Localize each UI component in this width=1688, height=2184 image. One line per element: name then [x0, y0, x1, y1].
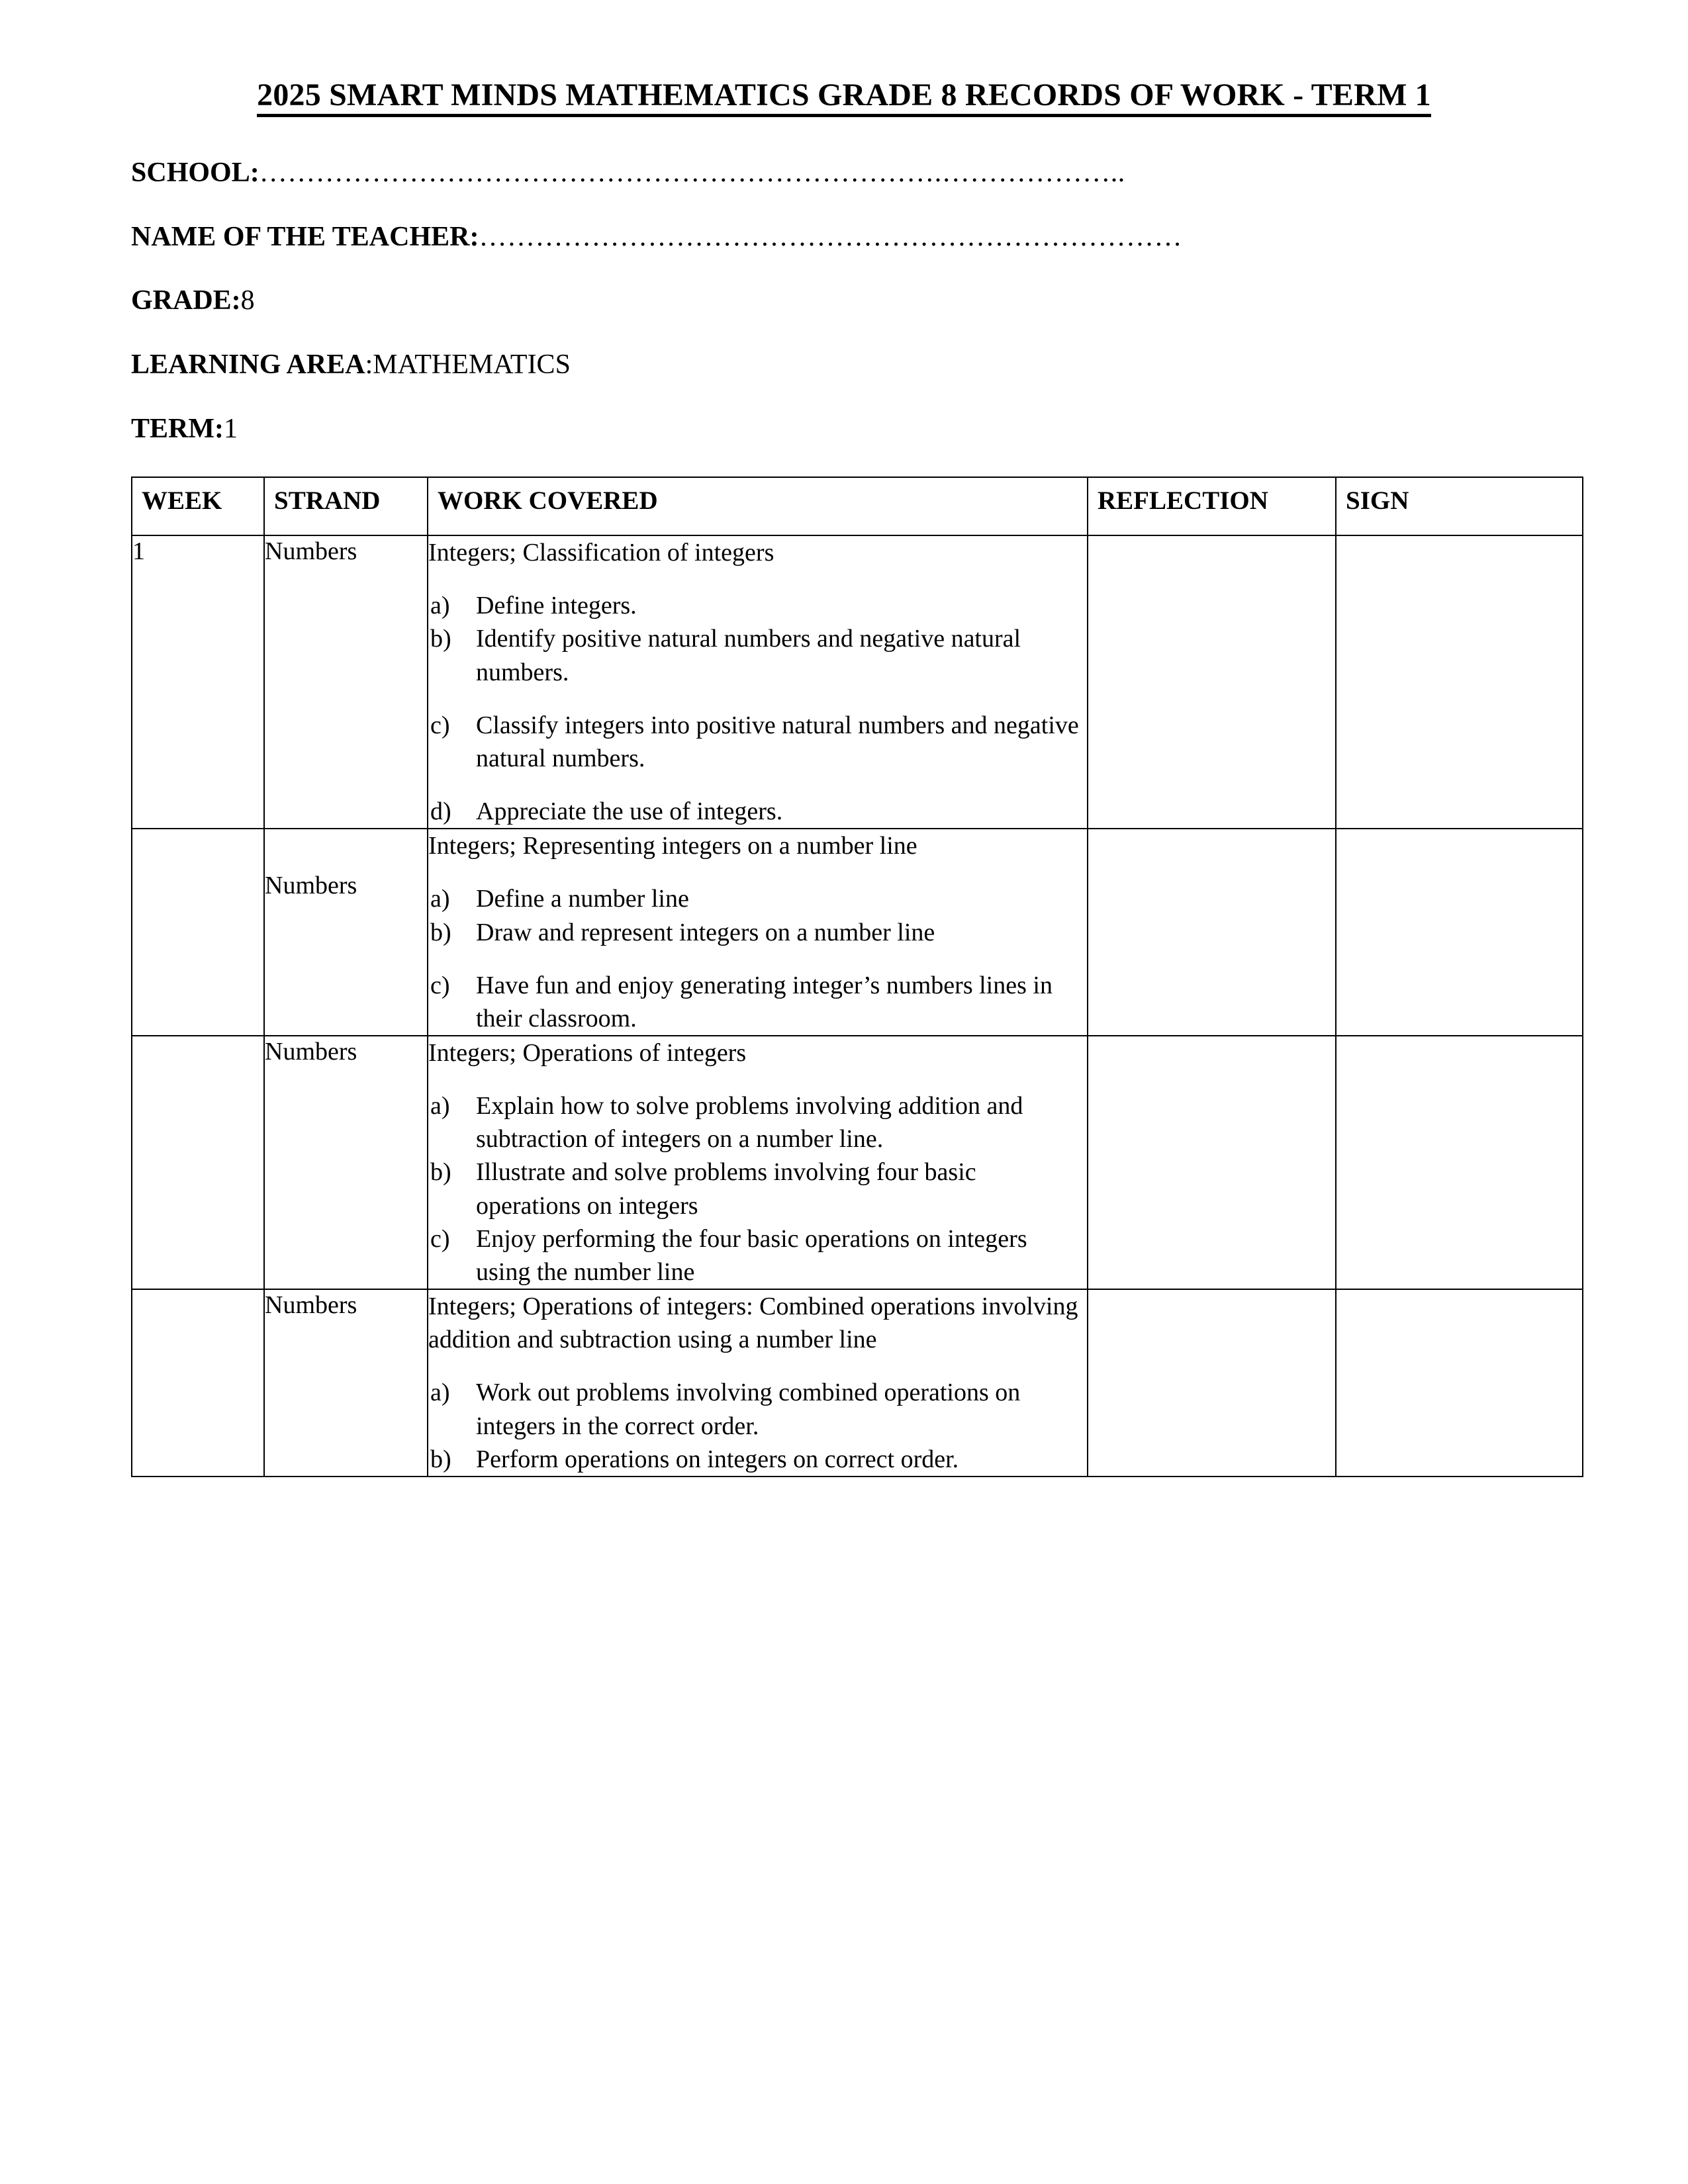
column-header-reflection: REFLECTION	[1088, 477, 1336, 535]
list-item: Perform operations on integers on correct order.	[476, 1445, 959, 1473]
list-item: Work out problems involving combined operations on integers in the correct order.	[476, 1379, 1021, 1440]
field-term-label: TERM:	[131, 413, 224, 444]
cell-reflection[interactable]	[1088, 829, 1336, 1036]
field-school-label: SCHOOL:	[131, 158, 259, 189]
table-row	[132, 535, 1583, 829]
list-item: Classify integers into positive natural numbers and negative natural numbers.	[476, 711, 1079, 772]
cell-week	[132, 829, 264, 1036]
list-item: Identify positive natural numbers and negative natural numbers.	[476, 625, 1021, 686]
field-learning-area-separator: :	[365, 349, 373, 381]
field-learning-area-label: LEARNING AREA	[131, 349, 365, 381]
column-header-strand: STRAND	[264, 477, 428, 535]
cell-reflection[interactable]	[1088, 535, 1336, 829]
work-heading: Integers; Operations of integers: Combined operations involving addition and subtraction using a number line	[428, 1293, 1078, 1354]
column-header-sign: SIGN	[1336, 477, 1583, 535]
table-body	[132, 535, 1583, 1477]
list-item: Explain how to solve problems involving addition and subtraction of integers on a number line.	[476, 1092, 1023, 1154]
cell-sign[interactable]	[1336, 1289, 1583, 1477]
cell-work-covered	[428, 829, 1088, 1036]
work-heading: Integers; Representing integers on a number line	[428, 832, 917, 860]
cell-work-covered	[428, 1036, 1088, 1289]
work-objectives-list	[428, 1376, 1087, 1475]
cell-work-covered	[428, 535, 1088, 829]
work-heading: Integers; Classification of integers	[428, 539, 774, 567]
cell-sign[interactable]	[1336, 829, 1583, 1036]
field-teacher-dots: …………………………………………………………………	[479, 221, 1182, 252]
list-item: Have fun and enjoy generating integer’s numbers lines in their classroom.	[476, 971, 1053, 1032]
cell-week	[132, 1289, 264, 1477]
field-learning-area-value: MATHEMATICS	[373, 349, 571, 381]
list-item: Enjoy performing the four basic operations on integers using the number line	[476, 1224, 1027, 1286]
cell-strand: Numbers	[264, 535, 428, 829]
field-grade-label: GRADE:	[131, 285, 241, 316]
records-of-work-table	[131, 477, 1583, 1477]
field-grade-value: 8	[240, 285, 255, 316]
work-objectives-list	[428, 1089, 1087, 1289]
cell-week	[132, 1036, 264, 1289]
work-heading: Integers; Operations of integers	[428, 1039, 747, 1067]
cell-reflection[interactable]	[1088, 1036, 1336, 1289]
table-row	[132, 1289, 1583, 1477]
table-header-row	[132, 477, 1583, 535]
cell-strand: Numbers	[264, 1289, 428, 1477]
field-term-value: 1	[224, 413, 238, 444]
column-header-week: WEEK	[132, 477, 264, 535]
list-item: Illustrate and solve problems involving four basic operations on integers	[476, 1158, 976, 1220]
cell-reflection[interactable]	[1088, 1289, 1336, 1477]
cell-sign[interactable]	[1336, 1036, 1583, 1289]
field-teacher	[131, 221, 1582, 254]
table-row	[132, 829, 1583, 1036]
list-item: Draw and represent integers on a number line	[476, 918, 935, 946]
field-teacher-label: NAME OF THE TEACHER:	[131, 221, 479, 252]
work-objectives-list	[428, 882, 1087, 1035]
column-header-work-covered: WORK COVERED	[428, 477, 1088, 535]
cell-strand: Numbers	[264, 1036, 428, 1289]
work-objectives-list	[428, 589, 1087, 828]
field-learning-area	[131, 349, 1582, 382]
field-term	[131, 413, 1582, 446]
page-title	[131, 77, 1582, 117]
cell-sign[interactable]	[1336, 535, 1583, 829]
cell-strand: Numbers	[264, 829, 428, 1036]
cell-week: 1	[132, 535, 264, 829]
list-item: Define integers.	[476, 592, 637, 620]
field-school	[131, 157, 1582, 190]
cell-work-covered	[428, 1289, 1088, 1477]
field-school-dots: ……………………………………………………………….………………..	[259, 158, 1125, 189]
list-item: Appreciate the use of integers.	[476, 797, 783, 826]
page-title-text: 2025 SMART MINDS MATHEMATICS GRADE 8 RECORDS OF WORK - TERM 1	[257, 79, 1431, 117]
table-row	[132, 1036, 1583, 1289]
table-header	[132, 477, 1583, 535]
list-item: Define a number line	[476, 885, 689, 913]
header-fields	[131, 157, 1582, 445]
field-grade	[131, 285, 1582, 318]
